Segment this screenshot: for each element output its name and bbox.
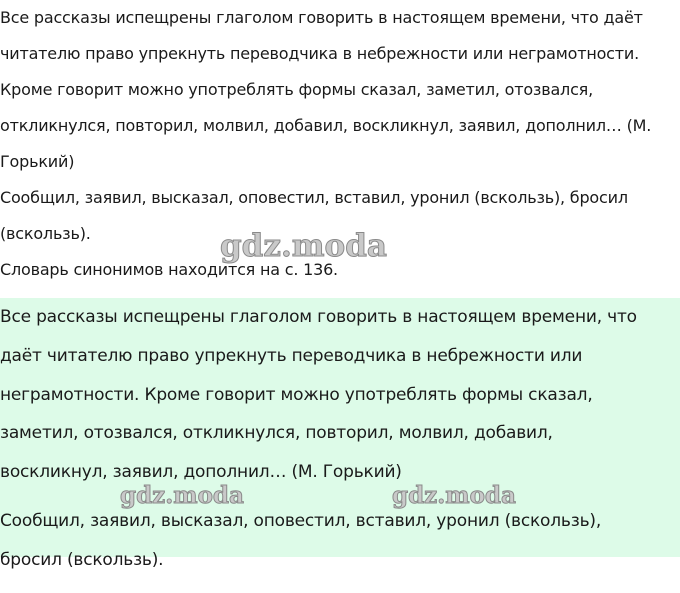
text-line: Кроме говорит можно употреблять формы сказал, заметил, отозвался, — [0, 80, 593, 99]
original-paragraph-1 — [0, 0, 680, 180]
text-line: откликнулся, повторил, молвил, добавил, воскликнул, заявил, дополнил… (М. — [0, 116, 652, 135]
text-line: Все рассказы испещрены глаголом говорить в настоящем времени, что — [0, 307, 637, 327]
text-line: воскликнул, заявил, дополнил… (М. Горький) — [0, 462, 402, 483]
text-line: даёт читателю право упрекнуть переводчика в небрежности или — [0, 345, 583, 366]
watermark-logo: gdz.moda — [220, 228, 387, 264]
text-line: неграмотности. Кроме говорит можно употреблять формы сказал, — [0, 384, 593, 405]
watermark-logo: gdz.moda — [120, 482, 244, 509]
text-line: заметил, отозвался, откликнулся, повторил, молвил, добавил, — [0, 423, 553, 444]
text-line: Словарь синонимов находится на с. 136. — [0, 260, 338, 279]
text-line: Сообщил, заявил, высказал, оповестил, вставил, уронил (вскользь), бросил — [0, 188, 628, 207]
watermark-logo: gdz.moda — [392, 482, 516, 509]
answer-paragraph-1 — [0, 298, 680, 492]
answer-paragraph-2 — [0, 502, 680, 580]
answer-highlight-block — [0, 298, 680, 570]
original-text-block — [0, 0, 680, 288]
text-line: (вскользь). — [0, 224, 91, 243]
text-line: читателю право упрекнуть переводчика в небрежности или неграмотности. — [0, 44, 639, 63]
text-line: бросил (вскользь). — [0, 549, 164, 570]
text-line: Все рассказы испещрены глаголом говорить в настоящем времени, что даёт — [0, 8, 643, 27]
original-paragraph-2 — [0, 180, 680, 252]
text-line: Сообщил, заявил, высказал, оповестил, вставил, уронил (вскользь), — [0, 510, 602, 531]
dictionary-note — [0, 252, 680, 288]
text-line: Горький) — [0, 152, 75, 171]
